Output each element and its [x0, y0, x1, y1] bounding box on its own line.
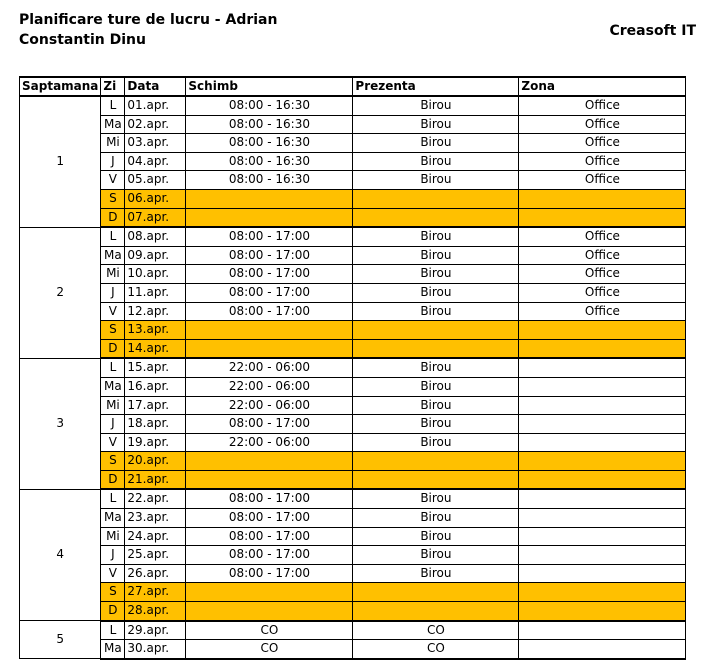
table-row [20, 115, 686, 134]
day-cell: Mi [101, 134, 125, 153]
day-cell: Ma [101, 640, 125, 659]
zone-cell: Office [519, 283, 686, 302]
date-cell: 16.apr. [125, 377, 186, 396]
table-row [20, 489, 686, 508]
zone-cell [519, 415, 686, 434]
shift-cell: 08:00 - 17:00 [186, 227, 353, 246]
day-cell: J [101, 546, 125, 565]
shift-cell: 22:00 - 06:00 [186, 396, 353, 415]
zone-cell [519, 452, 686, 471]
day-cell: Mi [101, 265, 125, 284]
shift-cell: 08:00 - 16:30 [186, 152, 353, 171]
table-row [20, 321, 686, 340]
shift-cell: 08:00 - 17:00 [186, 246, 353, 265]
zone-cell: Office [519, 171, 686, 190]
presence-cell: Birou [353, 415, 519, 434]
zone-cell [519, 583, 686, 602]
date-cell: 11.apr. [125, 283, 186, 302]
column-header-day: Zi [101, 77, 125, 96]
presence-cell: Birou [353, 433, 519, 452]
table-row [20, 583, 686, 602]
presence-cell: Birou [353, 227, 519, 246]
date-cell: 02.apr. [125, 115, 186, 134]
presence-cell: Birou [353, 546, 519, 565]
table-row [20, 509, 686, 528]
week-number-cell: 5 [20, 621, 101, 659]
day-cell: V [101, 171, 125, 190]
presence-cell [353, 189, 519, 208]
shift-cell [186, 208, 353, 227]
zone-cell [519, 321, 686, 340]
week-number-cell: 3 [20, 358, 101, 489]
zone-cell [519, 527, 686, 546]
table-row [20, 358, 686, 377]
zone-cell [519, 358, 686, 377]
zone-cell: Office [519, 302, 686, 321]
zone-cell [519, 489, 686, 508]
day-cell: S [101, 321, 125, 340]
day-cell: S [101, 583, 125, 602]
date-cell: 25.apr. [125, 546, 186, 565]
zone-cell [519, 509, 686, 528]
presence-cell: Birou [353, 358, 519, 377]
table-row [20, 640, 686, 659]
company-name: Creasoft IT [609, 23, 696, 39]
shift-cell: 08:00 - 17:00 [186, 302, 353, 321]
zone-cell: Office [519, 265, 686, 284]
shift-cell [186, 583, 353, 602]
column-header-week: Saptamana [20, 77, 101, 96]
date-cell: 01.apr. [125, 96, 186, 115]
zone-cell: Office [519, 115, 686, 134]
shift-cell [186, 452, 353, 471]
day-cell: L [101, 227, 125, 246]
date-cell: 10.apr. [125, 265, 186, 284]
presence-cell: Birou [353, 96, 519, 115]
week-number-cell: 4 [20, 489, 101, 620]
date-cell: 03.apr. [125, 134, 186, 153]
presence-cell: CO [353, 640, 519, 659]
presence-cell: Birou [353, 246, 519, 265]
day-cell: D [101, 208, 125, 227]
table-row [20, 302, 686, 321]
zone-cell [519, 564, 686, 583]
column-header-shift: Schimb [186, 77, 353, 96]
date-cell: 06.apr. [125, 189, 186, 208]
shift-cell [186, 321, 353, 340]
table-row [20, 96, 686, 115]
column-header-presence: Prezenta [353, 77, 519, 96]
table-row [20, 227, 686, 246]
zone-cell: Office [519, 152, 686, 171]
presence-cell: Birou [353, 152, 519, 171]
presence-cell [353, 583, 519, 602]
zone-cell [519, 189, 686, 208]
table-row [20, 415, 686, 434]
zone-cell [519, 208, 686, 227]
presence-cell [353, 452, 519, 471]
day-cell: D [101, 339, 125, 358]
shift-cell: 08:00 - 17:00 [186, 509, 353, 528]
shift-cell: 08:00 - 17:00 [186, 415, 353, 434]
zone-cell [519, 377, 686, 396]
presence-cell [353, 602, 519, 621]
presence-cell: Birou [353, 265, 519, 284]
date-cell: 08.apr. [125, 227, 186, 246]
day-cell: V [101, 302, 125, 321]
table-row [20, 396, 686, 415]
day-cell: V [101, 433, 125, 452]
day-cell: D [101, 602, 125, 621]
day-cell: J [101, 283, 125, 302]
day-cell: Ma [101, 509, 125, 528]
date-cell: 21.apr. [125, 470, 186, 489]
table-row [20, 621, 686, 640]
zone-cell [519, 640, 686, 659]
day-cell: J [101, 415, 125, 434]
date-cell: 12.apr. [125, 302, 186, 321]
date-cell: 20.apr. [125, 452, 186, 471]
shift-cell: CO [186, 640, 353, 659]
shift-cell: 22:00 - 06:00 [186, 433, 353, 452]
date-cell: 17.apr. [125, 396, 186, 415]
table-row [20, 452, 686, 471]
day-cell: S [101, 189, 125, 208]
date-cell: 30.apr. [125, 640, 186, 659]
table-row [20, 564, 686, 583]
shift-cell [186, 470, 353, 489]
shift-cell: CO [186, 621, 353, 640]
shift-cell: 08:00 - 17:00 [186, 564, 353, 583]
date-cell: 09.apr. [125, 246, 186, 265]
zone-cell: Office [519, 246, 686, 265]
date-cell: 27.apr. [125, 583, 186, 602]
presence-cell: Birou [353, 489, 519, 508]
zone-cell: Office [519, 96, 686, 115]
table-header-row [20, 77, 686, 96]
day-cell: S [101, 452, 125, 471]
date-cell: 29.apr. [125, 621, 186, 640]
schedule-body [20, 96, 686, 659]
shift-cell [186, 602, 353, 621]
presence-cell [353, 470, 519, 489]
shift-cell [186, 189, 353, 208]
table-row [20, 527, 686, 546]
shift-cell: 08:00 - 16:30 [186, 96, 353, 115]
day-cell: V [101, 564, 125, 583]
presence-cell [353, 339, 519, 358]
shift-cell: 22:00 - 06:00 [186, 358, 353, 377]
date-cell: 19.apr. [125, 433, 186, 452]
shift-cell: 08:00 - 17:00 [186, 546, 353, 565]
date-cell: 28.apr. [125, 602, 186, 621]
zone-cell [519, 602, 686, 621]
page-title: Planificare ture de lucru - Adrian Constantin Dinu [19, 12, 278, 48]
shift-cell: 08:00 - 17:00 [186, 527, 353, 546]
presence-cell: Birou [353, 509, 519, 528]
table-row [20, 377, 686, 396]
table-row [20, 246, 686, 265]
column-header-zone: Zona [519, 77, 686, 96]
table-row [20, 171, 686, 190]
presence-cell: Birou [353, 171, 519, 190]
date-cell: 15.apr. [125, 358, 186, 377]
table-row [20, 339, 686, 358]
presence-cell: Birou [353, 134, 519, 153]
column-header-date: Data [125, 77, 186, 96]
date-cell: 05.apr. [125, 171, 186, 190]
day-cell: D [101, 470, 125, 489]
table-row [20, 208, 686, 227]
week-number-cell: 1 [20, 96, 101, 227]
zone-cell [519, 433, 686, 452]
table-row [20, 433, 686, 452]
table-row [20, 189, 686, 208]
table-row [20, 152, 686, 171]
shift-cell: 08:00 - 16:30 [186, 171, 353, 190]
zone-cell [519, 621, 686, 640]
table-row [20, 470, 686, 489]
table-row [20, 283, 686, 302]
zone-cell [519, 339, 686, 358]
date-cell: 14.apr. [125, 339, 186, 358]
date-cell: 18.apr. [125, 415, 186, 434]
day-cell: Ma [101, 115, 125, 134]
date-cell: 23.apr. [125, 509, 186, 528]
shift-cell [186, 339, 353, 358]
presence-cell: Birou [353, 283, 519, 302]
day-cell: Ma [101, 377, 125, 396]
date-cell: 22.apr. [125, 489, 186, 508]
table-row [20, 265, 686, 284]
presence-cell: Birou [353, 564, 519, 583]
zone-cell: Office [519, 227, 686, 246]
presence-cell [353, 321, 519, 340]
schedule-table [19, 76, 686, 660]
day-cell: L [101, 358, 125, 377]
day-cell: Mi [101, 396, 125, 415]
day-cell: L [101, 96, 125, 115]
shift-cell: 08:00 - 16:30 [186, 115, 353, 134]
day-cell: Mi [101, 527, 125, 546]
shift-cell: 22:00 - 06:00 [186, 377, 353, 396]
shift-cell: 08:00 - 17:00 [186, 265, 353, 284]
date-cell: 07.apr. [125, 208, 186, 227]
date-cell: 24.apr. [125, 527, 186, 546]
presence-cell [353, 208, 519, 227]
day-cell: L [101, 489, 125, 508]
presence-cell: Birou [353, 527, 519, 546]
day-cell: J [101, 152, 125, 171]
shift-cell: 08:00 - 16:30 [186, 134, 353, 153]
shift-cell: 08:00 - 17:00 [186, 489, 353, 508]
zone-cell [519, 546, 686, 565]
shift-cell: 08:00 - 17:00 [186, 283, 353, 302]
presence-cell: Birou [353, 115, 519, 134]
presence-cell: Birou [353, 396, 519, 415]
table-row [20, 134, 686, 153]
table-row [20, 602, 686, 621]
date-cell: 04.apr. [125, 152, 186, 171]
day-cell: Ma [101, 246, 125, 265]
presence-cell: Birou [353, 302, 519, 321]
date-cell: 13.apr. [125, 321, 186, 340]
zone-cell [519, 470, 686, 489]
date-cell: 26.apr. [125, 564, 186, 583]
zone-cell: Office [519, 134, 686, 153]
presence-cell: Birou [353, 377, 519, 396]
table-row [20, 546, 686, 565]
week-number-cell: 2 [20, 227, 101, 358]
day-cell: L [101, 621, 125, 640]
zone-cell [519, 396, 686, 415]
presence-cell: CO [353, 621, 519, 640]
